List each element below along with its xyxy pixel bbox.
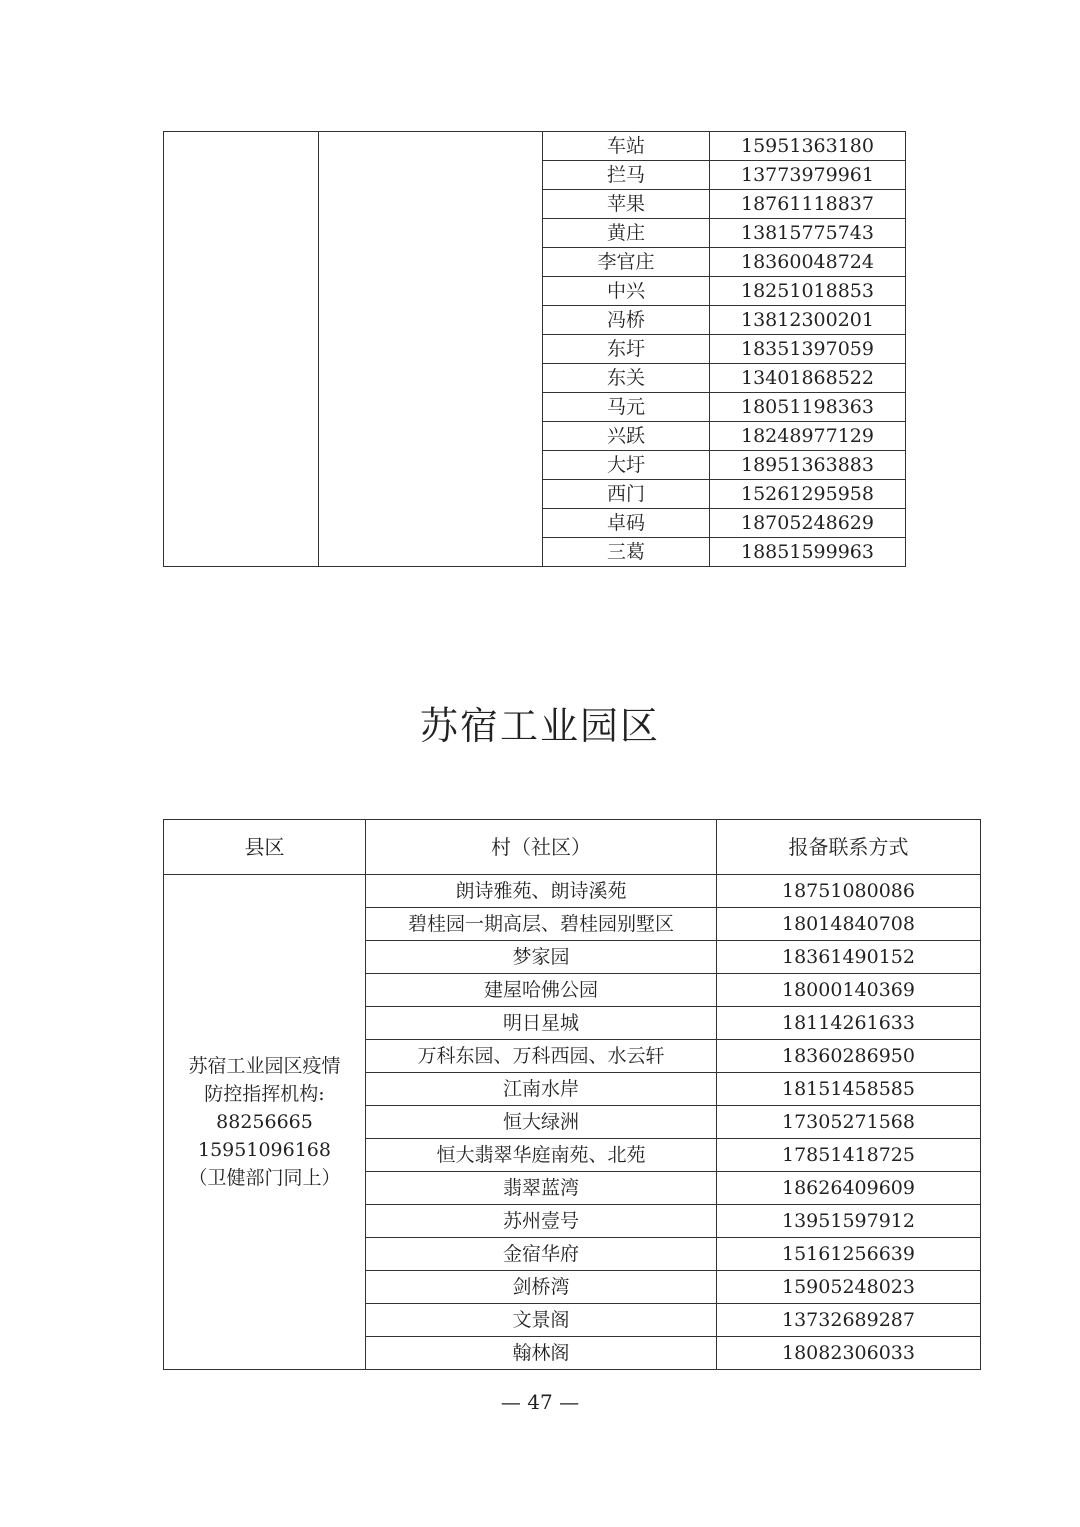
village-cell: 江南水岸 — [366, 1073, 717, 1106]
town-cell-empty — [319, 132, 543, 567]
phone-cell: 15951363180 — [710, 132, 906, 161]
village-cell: 兴跃 — [543, 422, 710, 451]
village-cell: 梦家园 — [366, 941, 717, 974]
header-district: 县区 — [164, 820, 366, 875]
district-cell — [164, 875, 366, 1370]
section-title: 苏宿工业园区 — [419, 704, 660, 748]
phone-cell: 13732689287 — [717, 1304, 981, 1337]
phone-cell: 17305271568 — [717, 1106, 981, 1139]
phone-cell: 18082306033 — [717, 1337, 981, 1370]
district-line: 防控指挥机构: — [204, 1083, 325, 1105]
table-header-row — [164, 820, 981, 875]
header-village: 村（社区） — [366, 820, 717, 875]
village-cell: 冯桥 — [543, 306, 710, 335]
phone-cell: 15261295958 — [710, 480, 906, 509]
phone-cell: 18360286950 — [717, 1040, 981, 1073]
village-cell: 建屋哈佛公园 — [366, 974, 717, 1007]
district-note: （卫健部门同上） — [188, 1167, 341, 1189]
phone-cell: 18626409609 — [717, 1172, 981, 1205]
village-cell: 拦马 — [543, 161, 710, 190]
phone-cell: 18751080086 — [717, 875, 981, 908]
phone-cell: 18151458585 — [717, 1073, 981, 1106]
phone-cell: 18114261633 — [717, 1007, 981, 1040]
phone-cell: 18951363883 — [710, 451, 906, 480]
village-cell: 李官庄 — [543, 248, 710, 277]
village-cell: 剑桥湾 — [366, 1271, 717, 1304]
village-cell: 金宿华府 — [366, 1238, 717, 1271]
district-line: 苏宿工业园区疫情 — [188, 1055, 341, 1077]
village-cell: 东关 — [543, 364, 710, 393]
phone-cell: 18000140369 — [717, 974, 981, 1007]
district-phone: 15951096168 — [198, 1139, 331, 1161]
village-cell: 车站 — [543, 132, 710, 161]
village-cell: 万科东园、万科西园、水云轩 — [366, 1040, 717, 1073]
phone-cell: 13773979961 — [710, 161, 906, 190]
phone-cell: 18351397059 — [710, 335, 906, 364]
village-cell: 苹果 — [543, 190, 710, 219]
phone-cell: 13812300201 — [710, 306, 906, 335]
table-row — [164, 132, 906, 161]
village-cell: 马元 — [543, 393, 710, 422]
phone-cell: 13951597912 — [717, 1205, 981, 1238]
phone-cell: 15905248023 — [717, 1271, 981, 1304]
village-cell: 碧桂园一期高层、碧桂园别墅区 — [366, 908, 717, 941]
phone-cell: 18761118837 — [710, 190, 906, 219]
phone-cell: 13401868522 — [710, 364, 906, 393]
phone-cell: 18361490152 — [717, 941, 981, 974]
village-cell: 东圩 — [543, 335, 710, 364]
phone-cell: 18360048724 — [710, 248, 906, 277]
village-cell: 恒大翡翠华庭南苑、北苑 — [366, 1139, 717, 1172]
village-cell: 大圩 — [543, 451, 710, 480]
phone-cell: 18251018853 — [710, 277, 906, 306]
village-cell: 西门 — [543, 480, 710, 509]
phone-cell: 18705248629 — [710, 509, 906, 538]
phone-cell: 13815775743 — [710, 219, 906, 248]
suzhou-suqian-contact-table — [163, 819, 981, 1370]
village-cell: 恒大绿洲 — [366, 1106, 717, 1139]
village-cell: 中兴 — [543, 277, 710, 306]
village-cell: 文景阁 — [366, 1304, 717, 1337]
page-number: — 47 — — [500, 1390, 580, 1414]
village-cell: 翰林阁 — [366, 1337, 717, 1370]
village-cell: 朗诗雅苑、朗诗溪苑 — [366, 875, 717, 908]
village-cell: 明日星城 — [366, 1007, 717, 1040]
village-cell: 翡翠蓝湾 — [366, 1172, 717, 1205]
top-contact-table — [163, 131, 906, 567]
header-contact: 报备联系方式 — [717, 820, 981, 875]
village-cell: 卓码 — [543, 509, 710, 538]
phone-cell: 18014840708 — [717, 908, 981, 941]
village-cell: 黄庄 — [543, 219, 710, 248]
phone-cell: 18248977129 — [710, 422, 906, 451]
phone-cell: 18051198363 — [710, 393, 906, 422]
table-row — [164, 875, 981, 908]
phone-cell: 17851418725 — [717, 1139, 981, 1172]
village-cell: 三葛 — [543, 538, 710, 567]
district-phone: 88256665 — [216, 1111, 313, 1133]
district-cell-empty — [164, 132, 319, 567]
phone-cell: 18851599963 — [710, 538, 906, 567]
village-cell: 苏州壹号 — [366, 1205, 717, 1238]
phone-cell: 15161256639 — [717, 1238, 981, 1271]
